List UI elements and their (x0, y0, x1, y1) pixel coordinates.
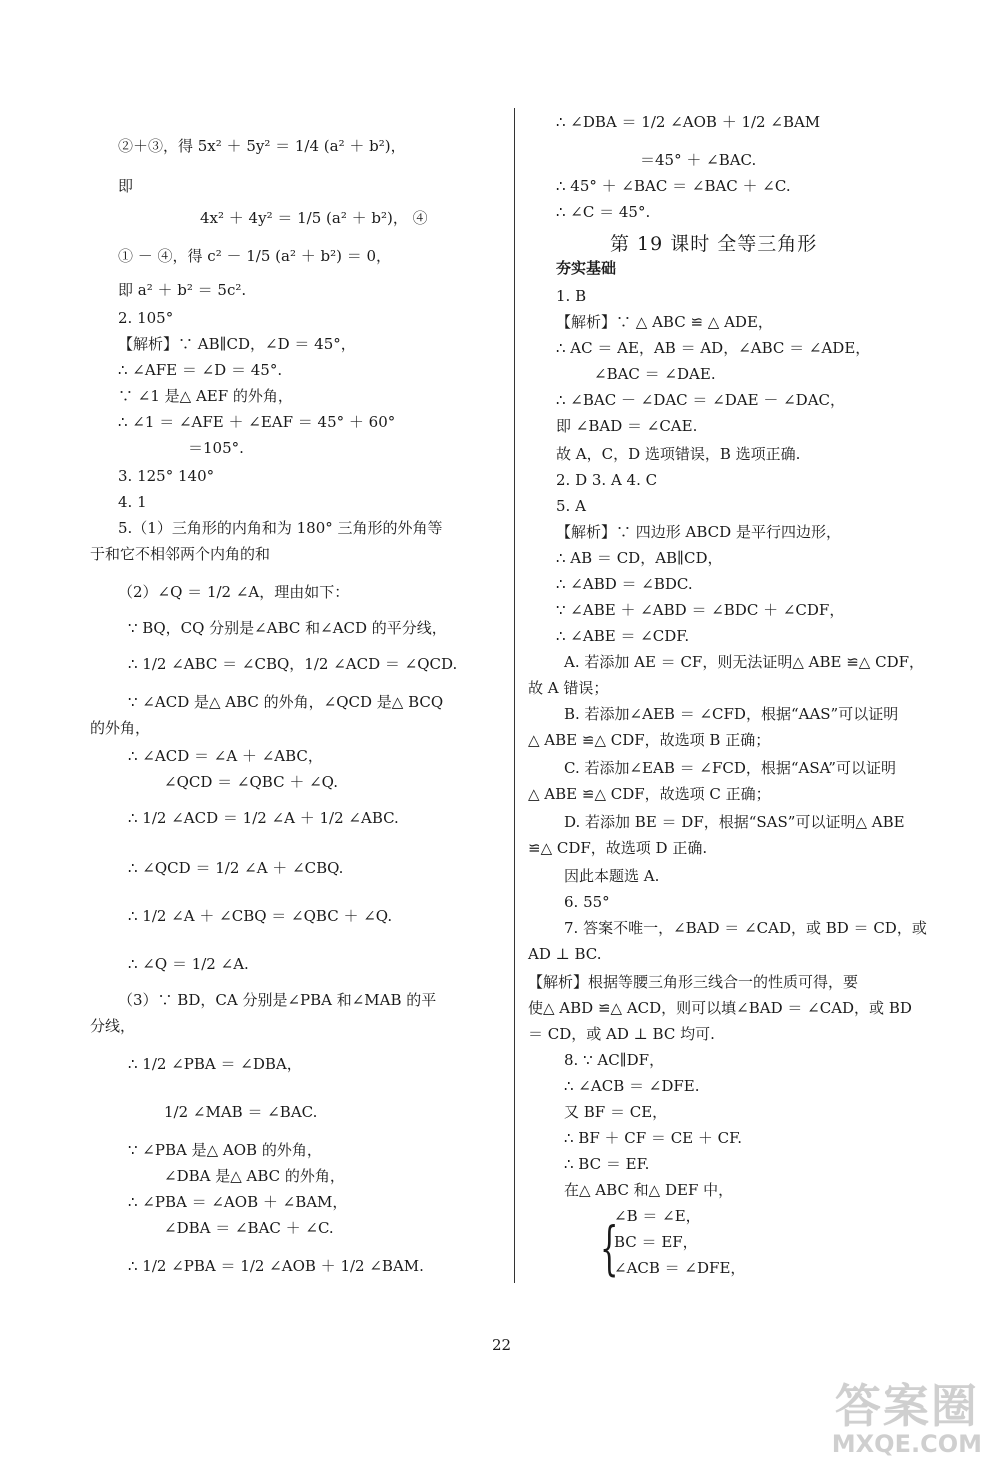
left-line: ① － ④，得 c² － 1/5 (a² ＋ b²) ＝ 0， (118, 247, 392, 265)
right-line: ∵ ∠ABE ＋ ∠ABD ＝ ∠BDC ＋ ∠CDF， (556, 601, 845, 619)
right-line: △ ABE ≌△ CDF，故选项 B 正确； (528, 731, 771, 749)
right-line: A. 若添加 AE ＝ CF，则无法证明△ ABE ≌△ CDF， (564, 653, 925, 671)
left-line: 4. 1 (118, 493, 147, 511)
right-line: BC ＝ EF， (614, 1233, 698, 1251)
right-line: B. 若添加∠AEB ＝ ∠CFD，根据“AAS”可以证明 (564, 705, 899, 723)
right-line: 1. B (556, 287, 587, 305)
page-number: 22 (492, 1336, 512, 1354)
left-line: ∠DBA ＝ ∠BAC ＋ ∠C. (164, 1219, 334, 1237)
left-line: ∴ ∠AFE ＝ ∠D ＝ 45°. (118, 361, 283, 379)
right-line: 【解析】根据等腰三角形三线合一的性质可得，要 (528, 973, 859, 991)
left-line: ∴ 1/2 ∠ACD ＝ 1/2 ∠A ＋ 1/2 ∠ABC. (128, 809, 399, 827)
left-line: 5.（1）三角形的内角和为 180° 三角形的外角等 (118, 519, 443, 537)
left-line: ②＋③，得 5x² ＋ 5y² ＝ 1/4 (a² ＋ b²)， (118, 137, 406, 155)
left-line: ∵ ∠ACD 是△ ABC 的外角，∠QCD 是△ BCQ (128, 693, 444, 711)
right-line: C. 若添加∠EAB ＝ ∠FCD，根据“ASA”可以证明 (564, 759, 896, 777)
right-line: ∠BAC ＝ ∠DAE. (594, 365, 716, 383)
right-line: ∠ACB ＝ ∠DFE， (614, 1259, 746, 1277)
right-line: ∴ AB ＝ CD，AB∥CD， (556, 549, 723, 567)
watermark-url: MXQE.COM (831, 1430, 982, 1458)
right-line: 8. ∵ AC∥DF， (564, 1051, 665, 1069)
right-line: 因此本题选 A. (564, 867, 660, 885)
section-title: 第 19 课时 全等三角形 (610, 233, 818, 255)
left-line: ∴ 1/2 ∠PBA ＝ 1/2 ∠AOB ＋ 1/2 ∠BAM. (128, 1257, 424, 1275)
right-line: ∴ ∠BAC － ∠DAC ＝ ∠DAE － ∠DAC， (556, 391, 846, 409)
left-line: ∴ ∠Q ＝ 1/2 ∠A. (128, 955, 249, 973)
right-line: 使△ ABD ≌△ ACD，则可以填∠BAD ＝ ∠CAD，或 BD (528, 999, 912, 1017)
right-line: ∴ ∠DBA ＝ 1/2 ∠AOB ＋ 1/2 ∠BAM (556, 113, 821, 131)
right-line: 7. 答案不唯一，∠BAD ＝ ∠CAD，或 BD ＝ CD，或 (564, 919, 927, 937)
right-line: ∴ BF ＋ CF ＝ CE ＋ CF. (564, 1129, 742, 1147)
right-line: 【解析】∵ 四边形 ABCD 是平行四边形， (556, 523, 841, 541)
right-line: ∴ 45° ＋ ∠BAC ＝ ∠BAC ＋ ∠C. (556, 177, 791, 195)
right-line: ＝45° ＋ ∠BAC. (640, 151, 757, 169)
watermark (832, 1381, 982, 1457)
left-line: 即 a² ＋ b² ＝ 5c². (118, 281, 247, 299)
left-line: ∴ ∠QCD ＝ 1/2 ∠A ＋ ∠CBQ. (128, 859, 344, 877)
column-divider (514, 108, 515, 1283)
right-line: 即 ∠BAD ＝ ∠CAE. (556, 417, 698, 435)
left-line: 分线， (90, 1017, 136, 1035)
right-line: ∠B ＝ ∠E， (614, 1207, 701, 1225)
left-line: （2）∠Q ＝ 1/2 ∠A，理由如下： (118, 583, 350, 601)
right-line: ∴ AC ＝ AE，AB ＝ AD，∠ABC ＝ ∠ADE， (556, 339, 871, 357)
right-line: 夯实基础 (556, 259, 617, 277)
left-line: 于和它不相邻两个内角的和 (90, 545, 271, 563)
right-line: △ ABE ≌△ CDF，故选项 C 正确； (528, 785, 771, 803)
right-line: ≌△ CDF，故选项 D 正确. (528, 839, 708, 857)
left-line: （3）∵ BD，CA 分别是∠PBA 和∠MAB 的平 (118, 991, 437, 1009)
right-line: ∴ ∠ABD ＝ ∠BDC. (556, 575, 693, 593)
right-line: D. 若添加 BE ＝ DF，根据“SAS”可以证明△ ABE (564, 813, 905, 831)
left-line: ∵ ∠PBA 是△ AOB 的外角， (128, 1141, 322, 1159)
right-line: ∴ BC ＝ EF. (564, 1155, 650, 1173)
right-line: AD ⊥ BC. (528, 945, 602, 963)
right-line: 故 A 错误； (528, 679, 609, 697)
left-line: ∴ 1/2 ∠A ＋ ∠CBQ ＝ ∠QBC ＋ ∠Q. (128, 907, 393, 925)
right-line: ＝ CD，或 AD ⊥ BC 均可. (528, 1025, 715, 1043)
right-line: 又 BF ＝ CE， (564, 1103, 668, 1121)
left-line: 即 (118, 177, 134, 195)
left-line: ＝105°. (188, 439, 244, 457)
right-line: 【解析】∵ △ ABC ≌ △ ADE， (556, 313, 773, 331)
left-line: 的外角， (90, 719, 151, 737)
left-line: ∠DBA 是△ ABC 的外角， (164, 1167, 345, 1185)
right-line: 6. 55° (564, 893, 610, 911)
left-line: 4x² ＋ 4y² ＝ 1/5 (a² ＋ b²)， ④ (200, 209, 428, 227)
left-line: ∴ 1/2 ∠PBA ＝ ∠DBA， (128, 1055, 302, 1073)
left-line: ∴ ∠ACD ＝ ∠A ＋ ∠ABC， (128, 747, 323, 765)
left-line: ∵ ∠1 是△ AEF 的外角， (118, 387, 293, 405)
right-line: ∴ ∠C ＝ 45°. (556, 203, 651, 221)
left-line: 3. 125° 140° (118, 467, 215, 485)
left-line: ∴ ∠PBA ＝ ∠AOB ＋ ∠BAM， (128, 1193, 348, 1211)
right-line: 在△ ABC 和△ DEF 中， (564, 1181, 734, 1199)
right-line: 5. A (556, 497, 586, 515)
right-line: ∴ ∠ABE ＝ ∠CDF. (556, 627, 690, 645)
right-line: 2. D 3. A 4. C (556, 471, 658, 489)
left-line: 2. 105° (118, 309, 174, 327)
left-line: ∴ ∠1 ＝ ∠AFE ＋ ∠EAF ＝ 45° ＋ 60° (118, 413, 396, 431)
left-line: 1/2 ∠MAB ＝ ∠BAC. (164, 1103, 318, 1121)
right-line: 故 A，C，D 选项错误，B 选项正确. (556, 445, 801, 463)
left-line: ∠QCD ＝ ∠QBC ＋ ∠Q. (164, 773, 338, 791)
right-line: ∴ ∠ACB ＝ ∠DFE. (564, 1077, 700, 1095)
watermark-logo: 答案圈 (834, 1379, 979, 1433)
left-line: ∴ 1/2 ∠ABC ＝ ∠CBQ，1/2 ∠ACD ＝ ∠QCD. (128, 655, 458, 673)
left-line: ∵ BQ，CQ 分别是∠ABC 和∠ACD 的平分线， (128, 619, 447, 637)
brace-symbol: { (600, 1214, 619, 1282)
left-line: 【解析】∵ AB∥CD，∠D ＝ 45°， (118, 335, 356, 353)
